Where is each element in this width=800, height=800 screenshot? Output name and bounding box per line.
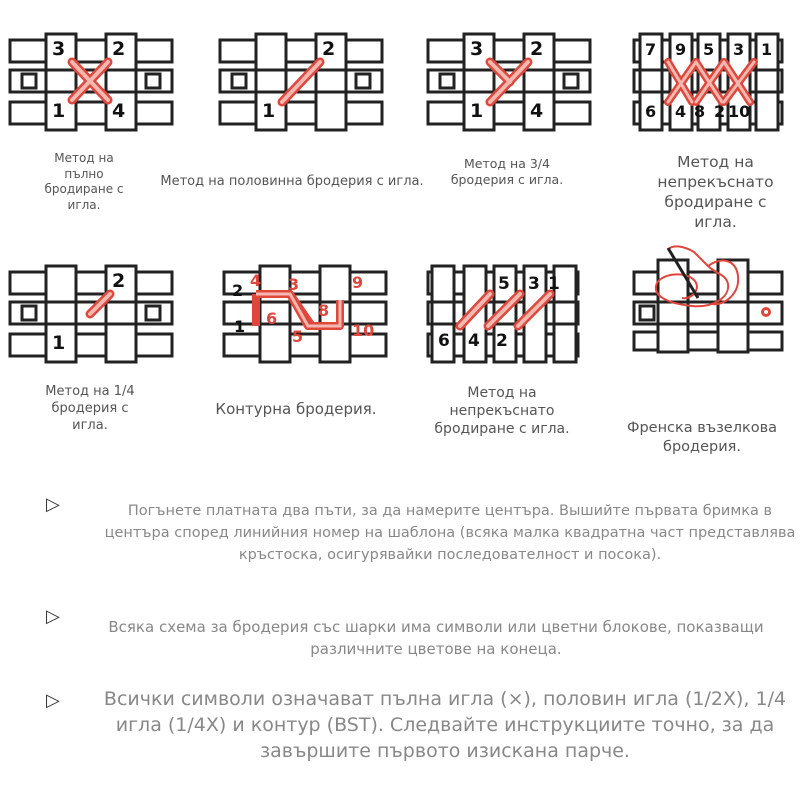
backstitch-diagram bbox=[222, 262, 392, 374]
stitch-number: 4 bbox=[530, 100, 544, 122]
stitch-number: 9 bbox=[675, 40, 687, 59]
diagram-caption: Контурна бродерия. bbox=[215, 400, 377, 418]
stitch-number: 6 bbox=[438, 331, 450, 351]
stitch-number: 4 bbox=[468, 331, 480, 351]
stitch-number: 1 bbox=[262, 100, 276, 122]
diagram-caption: Метод на непрекъснато бродиране с игла. bbox=[434, 385, 570, 438]
diagram-caption: Френска възелкова бродерия. bbox=[626, 420, 778, 455]
stitch-number: 2 bbox=[530, 38, 544, 60]
stitch-number: 2 bbox=[322, 38, 336, 60]
stitch-number: 4 bbox=[112, 100, 126, 122]
stitch-number: 9 bbox=[352, 273, 364, 292]
backstitch-svg bbox=[222, 262, 392, 374]
stitch-number: 1 bbox=[548, 274, 560, 294]
stitch-number: 6 bbox=[645, 102, 657, 121]
stitch-number: 1 bbox=[761, 40, 773, 59]
stitch-number: 5 bbox=[703, 40, 715, 59]
stitch-number: 8 bbox=[694, 102, 706, 121]
continuous-half-stitch-svg bbox=[426, 262, 596, 374]
stitch-number: 2 bbox=[496, 331, 508, 351]
stitch-number: 3 bbox=[733, 40, 745, 59]
half-stitch-diagram bbox=[218, 30, 388, 142]
three-quarter-stitch-diagram bbox=[426, 30, 596, 142]
continuous-half-stitch-diagram bbox=[426, 262, 596, 374]
french-knot-svg bbox=[632, 246, 800, 358]
three-quarter-stitch-svg bbox=[426, 30, 596, 142]
stitch-number: 2 bbox=[714, 102, 726, 121]
bullet-arrow-icon: ▷ bbox=[46, 606, 60, 627]
stitch-number: 3 bbox=[470, 38, 484, 60]
half-stitch-svg bbox=[218, 30, 388, 142]
instruction-paragraph: Погънете платната два пъти, за да намерите центъра. Вышийте първата бримка в центъра според линийния номер на шаблона (всяка малка квадратна част представлява кръстоска, осигурявайки последователност и посока). bbox=[104, 503, 796, 563]
instruction-paragraph: Всички символи означават пълна игла (×), половин игла (1/2X), 1/4 игла (1/4X) и контур (BST). Следвайте инструкциите точно, за да завършите първото изискана парче. bbox=[103, 688, 787, 762]
stitch-number: 1 bbox=[234, 317, 246, 336]
stitch-number: 2 bbox=[112, 270, 126, 292]
diagram-caption: Метод на пълно бродиране с игла. bbox=[44, 151, 124, 212]
stitch-number: 2 bbox=[112, 38, 126, 60]
stitch-number: 3 bbox=[528, 274, 540, 294]
stitch-number: 2 bbox=[232, 281, 244, 300]
stitch-number: 10 bbox=[728, 102, 751, 121]
diagram-caption: Метод на 3/4 бродерия с игла. bbox=[450, 156, 564, 188]
stitch-number: 5 bbox=[498, 274, 510, 294]
bullet-arrow-icon: ▷ bbox=[46, 690, 60, 711]
diagram-caption: Метод на непрекъснато бродиране с игла. bbox=[657, 153, 774, 232]
french-knot-diagram bbox=[632, 246, 800, 358]
stitch-number: 10 bbox=[352, 321, 375, 340]
stitch-number: 6 bbox=[266, 309, 278, 328]
stitch-number: 4 bbox=[675, 102, 687, 121]
stitch-number: 8 bbox=[318, 301, 330, 320]
stitch-number: 1 bbox=[52, 100, 66, 122]
full-cross-stitch-diagram bbox=[8, 30, 178, 142]
quarter-stitch-svg bbox=[8, 262, 178, 374]
diagram-caption: Метод на 1/4 бродерия с игла. bbox=[45, 384, 135, 433]
stitch-number: 1 bbox=[52, 332, 66, 354]
instruction-paragraph: Всяка схема за бродерия със шарки има символи или цветни блокове, показващи различните цветове на конеца. bbox=[108, 618, 764, 658]
continuous-stitch-svg bbox=[632, 30, 800, 142]
diagram-caption: Метод на половинна бродерия с игла. bbox=[160, 174, 424, 189]
stitch-number: 7 bbox=[645, 40, 657, 59]
full-cross-stitch-svg bbox=[8, 30, 178, 142]
stitch-number: 3 bbox=[288, 275, 300, 294]
stitch-number: 5 bbox=[292, 327, 304, 346]
stitch-number: 1 bbox=[470, 100, 484, 122]
continuous-stitch-diagram bbox=[632, 30, 800, 142]
stitch-number: 3 bbox=[52, 38, 66, 60]
bullet-arrow-icon: ▷ bbox=[46, 494, 60, 515]
quarter-stitch-diagram bbox=[8, 262, 178, 374]
stitch-number: 4 bbox=[250, 271, 262, 290]
